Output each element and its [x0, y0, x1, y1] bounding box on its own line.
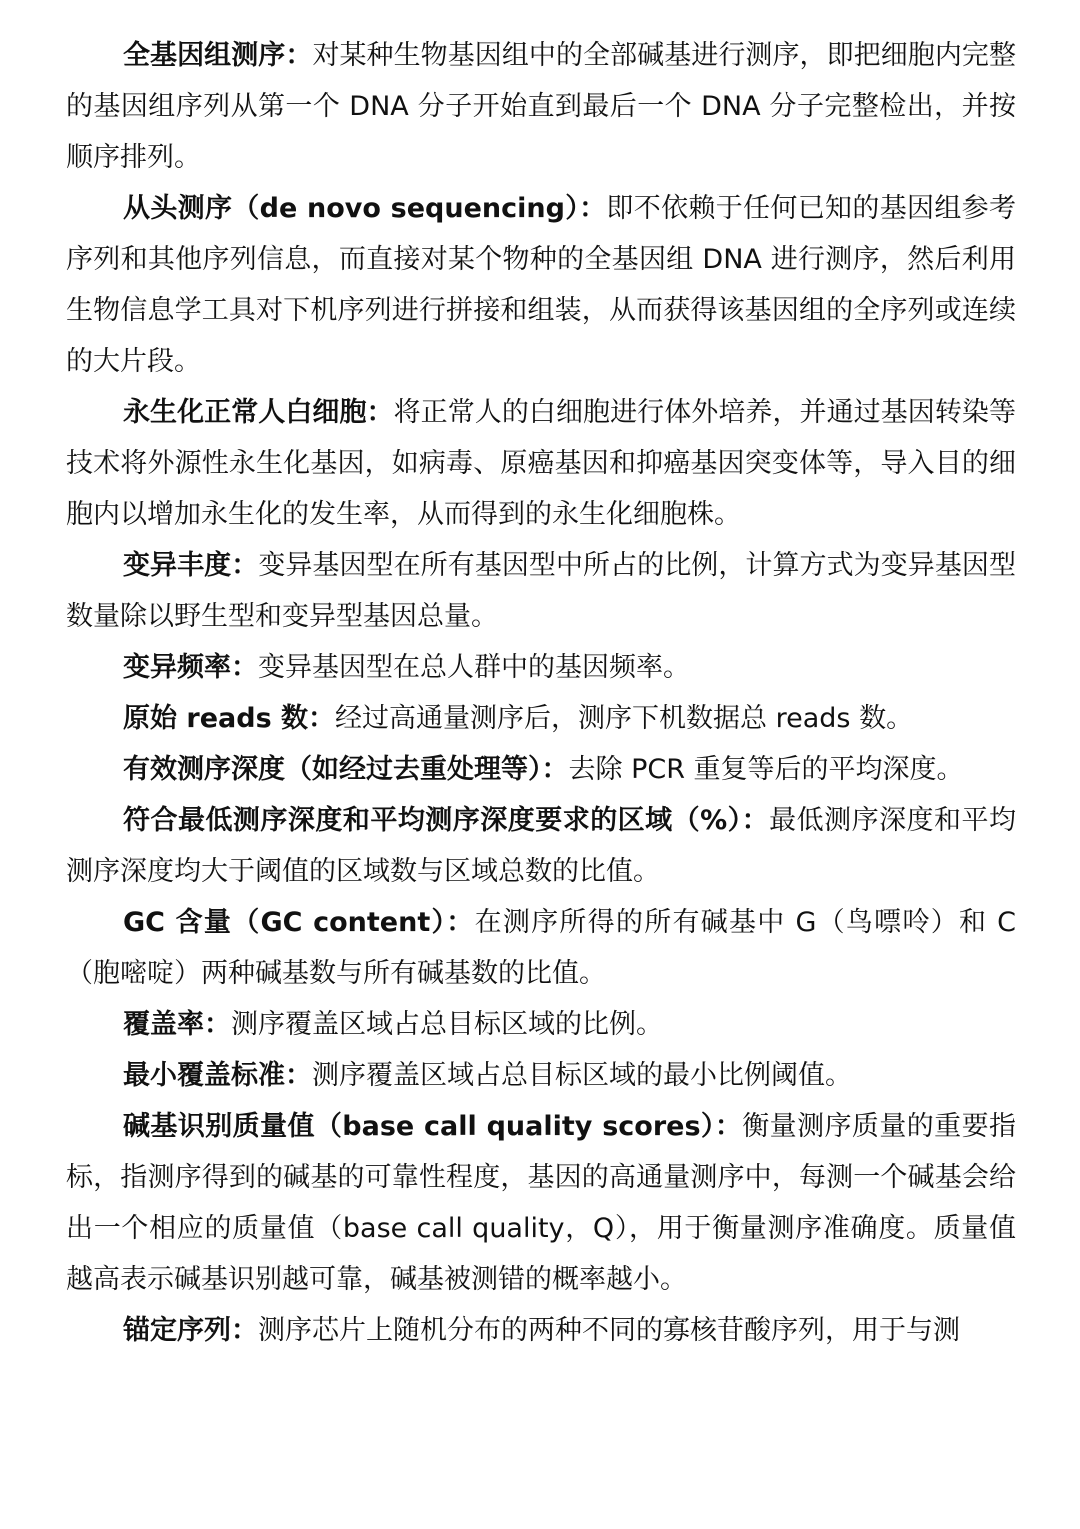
entry-definition: 衡量测序质量的重要指标，指测序得到的碱基的可靠性程度，基因的高通量测序中，每测一个碱基会给出一个相应的质量值（base call quality，Q），用于衡量测序准确度。质量值越高表示碱基识别越可靠，碱基被测错的概率越小。	[66, 1111, 1016, 1295]
entry-term: GC 含量（GC content）：	[123, 907, 475, 938]
entry-definition: 测序芯片上随机分布的两种不同的寡核苷酸序列，用于与测	[258, 1315, 960, 1346]
glossary-entry-base-call-quality	[66, 1101, 1016, 1305]
entry-term: 符合最低测序深度和平均测序深度要求的区域（%）：	[123, 805, 770, 836]
glossary-entry-raw-reads	[66, 693, 1016, 744]
entry-definition: 经过高通量测序后，测序下机数据总 reads 数。	[335, 703, 914, 734]
glossary-entry-gc-content	[66, 897, 1016, 999]
entry-definition: 将正常人的白细胞进行体外培养，并通过基因转染等技术将外源性永生化基因，如病毒、原癌基因和抑癌基因突变体等，导入目的细胞内以增加永生化的发生率，从而得到的永生化细胞株。	[66, 397, 1016, 530]
entry-term: 碱基识别质量值（base call quality scores）：	[123, 1111, 743, 1142]
entry-term: 有效测序深度（如经过去重处理等）：	[123, 754, 569, 785]
entry-definition: 变异基因型在所有基因型中所占的比例，计算方式为变异基因型数量除以野生型和变异型基因总量。	[66, 550, 1016, 632]
glossary-entry-anchor-sequence	[66, 1305, 1016, 1356]
entry-term: 永生化正常人白细胞：	[123, 397, 394, 428]
entry-term: 原始 reads 数：	[123, 703, 336, 734]
entry-term: 最小覆盖标准：	[123, 1060, 312, 1091]
entry-term: 锚定序列：	[123, 1315, 258, 1346]
glossary-entry-variant-abundance	[66, 540, 1016, 642]
entry-term: 变异丰度：	[123, 550, 259, 581]
entry-definition: 去除 PCR 重复等后的平均深度。	[568, 754, 964, 785]
entry-term: 覆盖率：	[123, 1009, 231, 1040]
glossary-entry-effective-depth	[66, 744, 1016, 795]
glossary-entry-variant-frequency	[66, 642, 1016, 693]
glossary-entry-depth-qualified-regions	[66, 795, 1016, 897]
glossary-entry-minimum-coverage	[66, 1050, 1016, 1101]
glossary-entry-immortalized-leukocytes	[66, 387, 1016, 540]
glossary-entry-whole-genome-sequencing	[66, 30, 1016, 183]
entry-definition: 测序覆盖区域占总目标区域的最小比例阈值。	[312, 1060, 852, 1091]
document-page	[66, 30, 1016, 1356]
entry-term: 变异频率：	[123, 652, 258, 683]
glossary-entry-coverage	[66, 999, 1016, 1050]
entry-definition: 测序覆盖区域占总目标区域的比例。	[231, 1009, 663, 1040]
entry-term: 全基因组测序：	[123, 40, 313, 71]
entry-definition: 对某种生物基因组中的全部碱基进行测序，即把细胞内完整的基因组序列从第一个 DNA 分子开始直到最后一个 DNA 分子完整检出，并按顺序排列。	[66, 40, 1016, 173]
entry-definition: 即不依赖于任何已知的基因组参考序列和其他序列信息，而直接对某个物种的全基因组 DNA 进行测序，然后利用生物信息学工具对下机序列进行拼接和组装，从而获得该基因组的全序列或连续的大片段。	[66, 193, 1017, 377]
entry-term: 从头测序（de novo sequencing）：	[123, 193, 607, 224]
glossary-entry-de-novo-sequencing	[66, 183, 1016, 387]
entry-definition: 最低测序深度和平均测序深度均大于阈值的区域数与区域总数的比值。	[66, 805, 1016, 887]
entry-definition: 变异基因型在总人群中的基因频率。	[258, 652, 690, 683]
entry-definition: 在测序所得的所有碱基中 G（鸟嘌呤）和 C（胞嘧啶）两种碱基数与所有碱基数的比值。	[66, 907, 1016, 989]
